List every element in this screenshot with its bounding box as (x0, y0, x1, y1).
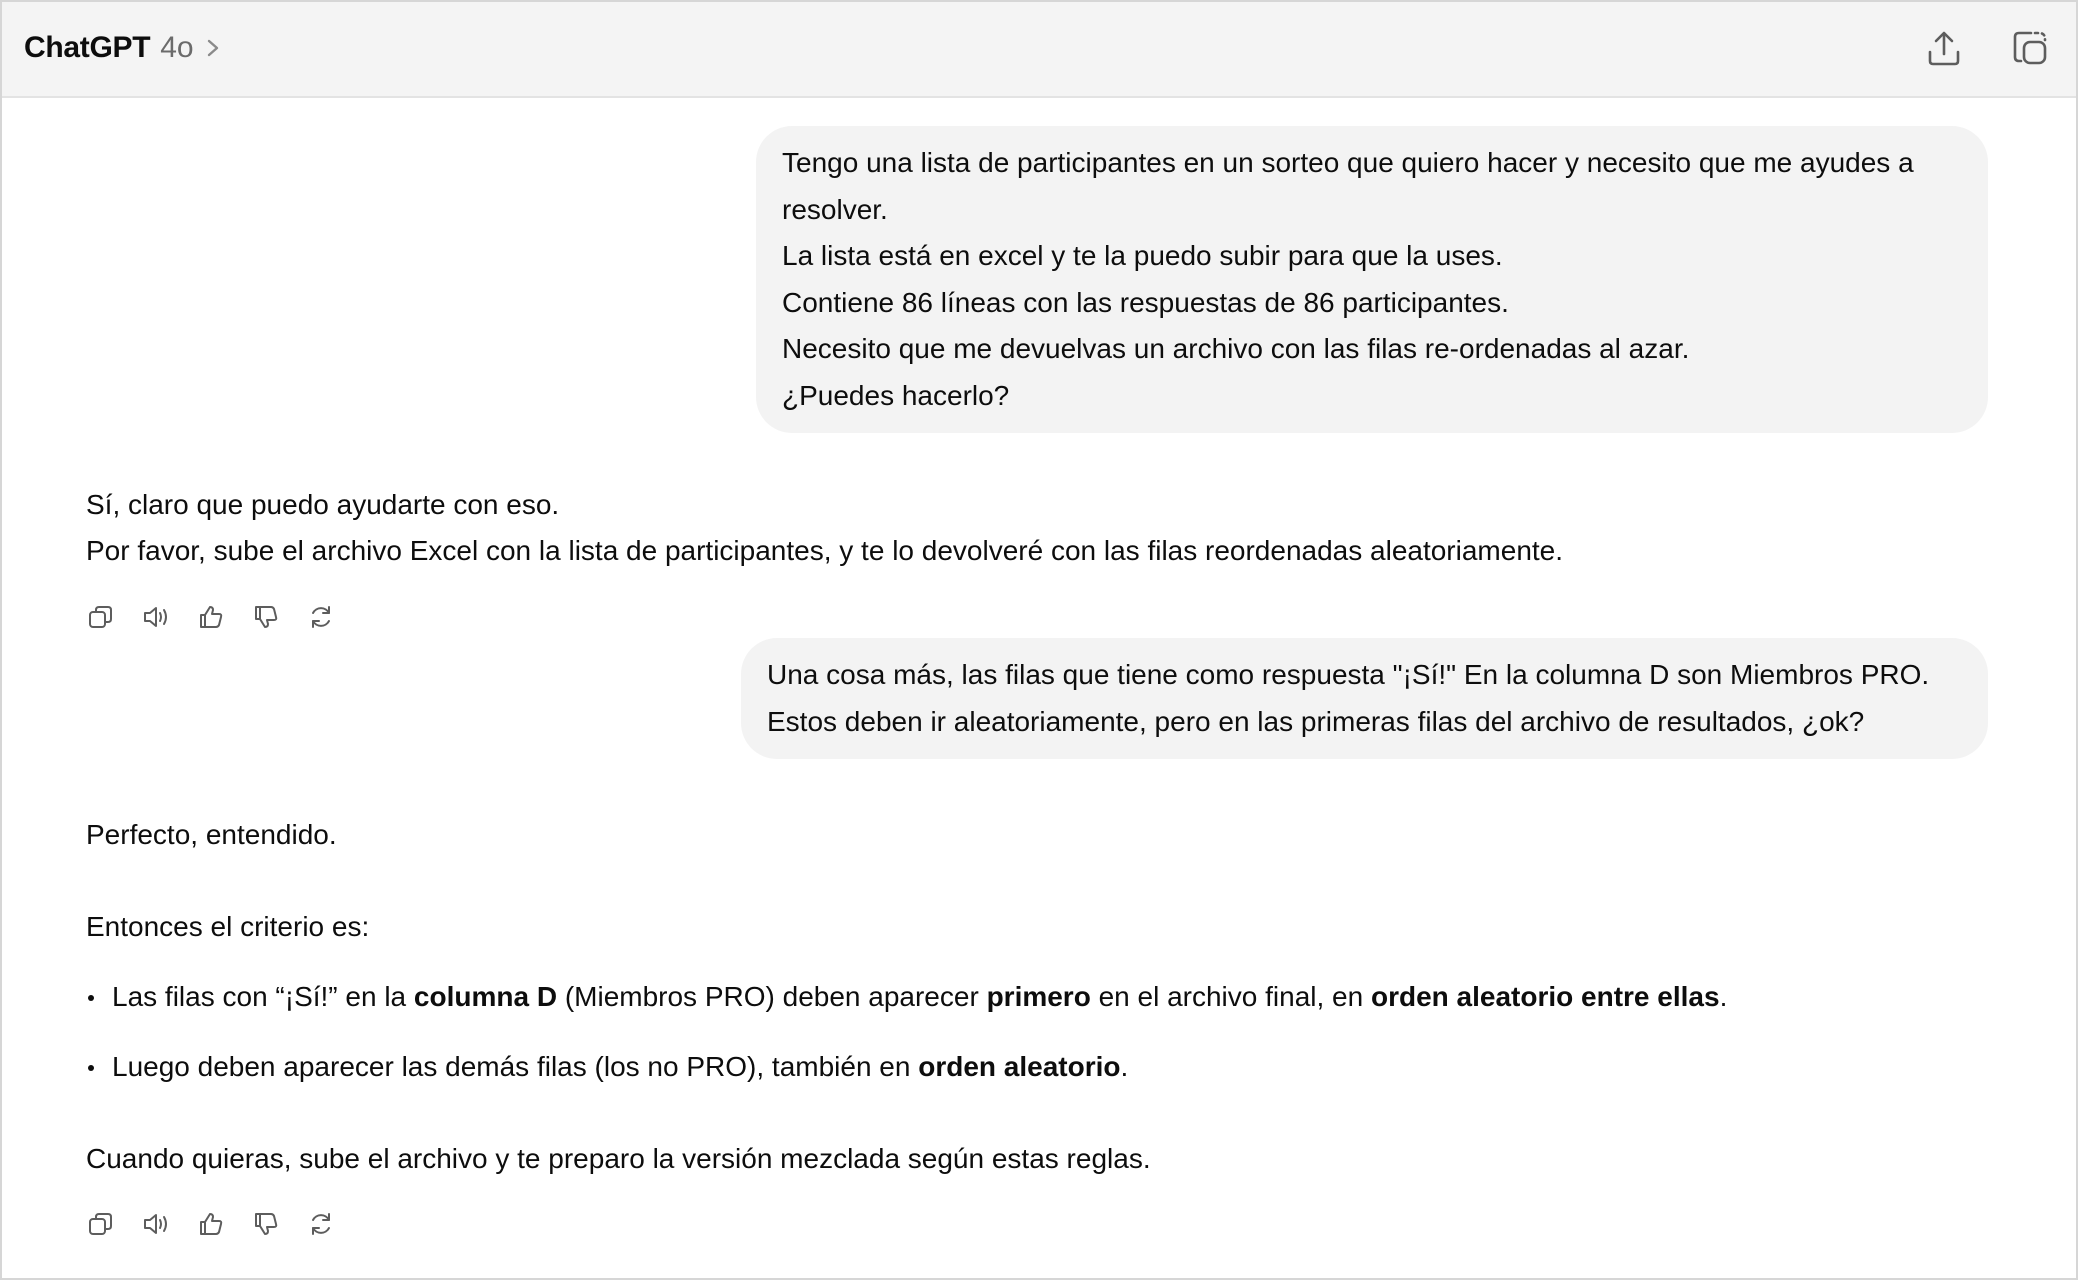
list-item: Las filas con “¡Sí!” en la columna D (Miembros PRO) deben aparecer primero en el archivo final, en orden aleatorio entre ellas. (86, 974, 1727, 1020)
message-paragraph: Cuando quieras, sube el archivo y te preparo la versión mezclada según estas reglas. (86, 1143, 1151, 1174)
assistant-message (86, 482, 1563, 574)
message-line: Estos deben ir aleatoriamente, pero en las primeras filas del archivo de resultados, ¿ok? (767, 705, 1865, 737)
message-line: La lista está en excel y te la puedo subir para que la uses. (782, 240, 1503, 271)
assistant-message (86, 812, 1727, 1182)
top-bar (2, 2, 2076, 98)
message-actions (82, 1204, 339, 1244)
share-icon[interactable] (1920, 24, 1968, 72)
user-message (756, 126, 1988, 433)
message-actions (82, 597, 339, 637)
message-line: Necesito que me devuelvas un archivo con las filas re-ordenadas al azar. (782, 333, 1690, 364)
message-paragraph: Perfecto, entendido. (86, 819, 337, 850)
thumbs-down-icon[interactable] (247, 599, 284, 636)
message-line: resolver. (782, 193, 888, 225)
model-selector[interactable] (24, 26, 224, 70)
copy-icon[interactable] (82, 1206, 119, 1243)
chevron-right-icon (202, 34, 224, 62)
thumbs-down-icon[interactable] (247, 1206, 284, 1243)
read-aloud-icon[interactable] (137, 599, 174, 636)
read-aloud-icon[interactable] (137, 1206, 174, 1243)
message-paragraph: Por favor, sube el archivo Excel con la lista de participantes, y te lo devolveré con las filas reordenadas aleatoriamente. (86, 535, 1564, 566)
thumbs-up-icon[interactable] (192, 1206, 229, 1243)
message-line: Una cosa más, las filas que tiene como respuesta "¡Sí!" En la columna D son Miembros PRO. (767, 659, 1930, 690)
model-version: 4o (160, 31, 194, 64)
copy-icon[interactable] (82, 599, 119, 636)
message-paragraph: Entonces el criterio es: (86, 911, 370, 942)
new-chat-icon[interactable] (2006, 24, 2054, 72)
list-item: Luego deben aparecer las demás filas (los no PRO), también en orden aleatorio. (86, 1044, 1727, 1090)
criteria-list (86, 974, 1727, 1090)
regenerate-icon[interactable] (302, 599, 339, 636)
thumbs-up-icon[interactable] (192, 599, 229, 636)
model-name: ChatGPT (24, 31, 151, 64)
user-message (741, 638, 1988, 759)
message-line: ¿Puedes hacerlo? (782, 379, 1010, 411)
message-paragraph: Sí, claro que puedo ayudarte con eso. (86, 489, 560, 520)
regenerate-icon[interactable] (302, 1206, 339, 1243)
message-line: Tengo una lista de participantes en un sorteo que quiero hacer y necesito que me ayudes a (782, 147, 1914, 178)
message-line: Contiene 86 líneas con las respuestas de 86 participantes. (782, 286, 1509, 318)
